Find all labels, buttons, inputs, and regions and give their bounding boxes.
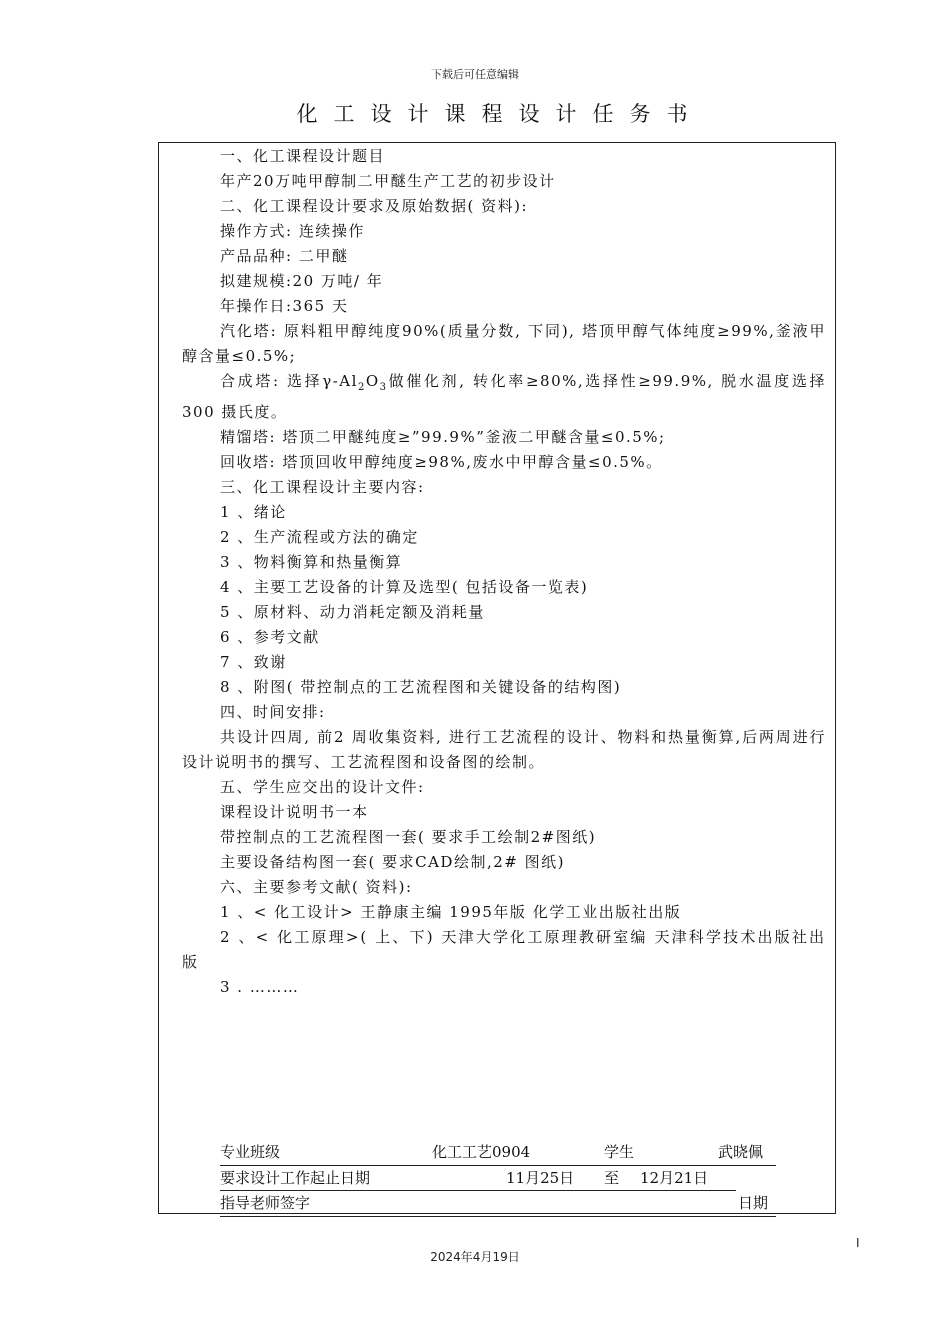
schedule-text: 共设计四周, 前2 周收集资料, 进行工艺流程的设计、物料和热量衡算,后两周进行设计说明书的撰写、工艺流程图和设备图的绘制。 <box>182 728 826 771</box>
oxygen-symbol: O <box>365 372 380 390</box>
section-4-heading: 四、时间安排: <box>220 703 326 721</box>
major-value: 化工工艺0904 <box>432 1143 531 1161</box>
section-1-heading: 一、化工课程设计题目 <box>220 147 386 165</box>
section-5-heading: 五、学生应交出的设计文件: <box>220 778 425 796</box>
synthesis-spec <box>182 369 826 425</box>
teacher-row <box>220 1191 776 1217</box>
reference-3: 3 . ……… <box>220 978 300 996</box>
content-item-2: 2 、生产流程或方法的确定 <box>220 528 419 546</box>
synthesis-prefix: 合成塔: 选择γ-Al <box>220 372 358 390</box>
document-title: 化工设计课程设计任务书 <box>296 102 704 126</box>
footer-date: 2024年4月19日 <box>430 1250 520 1264</box>
product-type: 产品品种: 二甲醚 <box>220 247 349 265</box>
content-item-1: 1 、绪论 <box>220 503 287 521</box>
planned-scale: 拟建规模:20 万吨/ 年 <box>220 272 384 290</box>
operation-mode: 操作方式: 连续操作 <box>220 222 365 240</box>
major-row <box>220 1140 776 1166</box>
deliverable-2: 带控制点的工艺流程图一套( 要求手工绘制2#图纸) <box>220 828 597 846</box>
content-item-5: 5 、原材料、动力消耗定额及消耗量 <box>220 603 485 621</box>
subscript-2: 2 <box>357 382 366 393</box>
recovery-spec: 回收塔: 塔顶回收甲醇纯度≥98%,废水中甲醇含量≤0.5%。 <box>220 453 663 471</box>
page-mark: I <box>856 1236 860 1250</box>
signature-block <box>220 1140 776 1217</box>
synthesis-rest: 做催化剂, 转化率≥80%,选择性≥99.9%, 脱水温度选择300 摄氏度。 <box>182 372 826 421</box>
date-separator: 至 <box>604 1169 620 1187</box>
content-item-6: 6 、参考文献 <box>220 628 320 646</box>
content-item-3: 3 、物料衡算和热量衡算 <box>220 553 403 571</box>
reference-2: 2 、< 化工原理>( 上、下) 天津大学化工原理教研室编 天津科学技术出版社出版 <box>182 928 826 971</box>
student-label: 学生 <box>604 1143 635 1161</box>
annual-days: 年操作日:365 天 <box>220 297 349 315</box>
task-content <box>182 144 826 1000</box>
deliverable-1: 课程设计说明书一本 <box>220 803 369 821</box>
reference-1: 1 、< 化工设计> 王静康主编 1995年版 化学工业出版社出版 <box>220 903 682 921</box>
period-label: 要求设计工作起止日期 <box>220 1169 371 1187</box>
subscript-3: 3 <box>379 382 388 393</box>
rectifier-spec: 精馏塔: 塔顶二甲醚纯度≥”99.9%”釜液二甲醚含量≤0.5%; <box>220 428 666 446</box>
section-2-heading: 二、化工课程设计要求及原始数据( 资料): <box>220 197 529 215</box>
content-item-4: 4 、主要工艺设备的计算及选型( 包括设备一览表) <box>220 578 589 596</box>
date-label: 日期 <box>738 1194 769 1212</box>
vaporizer-spec: 汽化塔: 原料粗甲醇纯度90%(质量分数, 下同), 塔顶甲醇气体纯度≥99%,釜液甲醇含量≤0.5%; <box>182 322 826 365</box>
design-topic: 年产20万吨甲醇制二甲醚生产工艺的初步设计 <box>220 172 556 190</box>
student-value: 武晓佩 <box>718 1143 764 1161</box>
content-item-7: 7 、致谢 <box>220 653 287 671</box>
period-row <box>220 1166 776 1191</box>
end-date: 12月21日 <box>640 1169 709 1187</box>
section-3-heading: 三、化工课程设计主要内容: <box>220 478 425 496</box>
teacher-label: 指导老师签字 <box>220 1194 311 1212</box>
header-note: 下载后可任意编辑 <box>431 68 519 81</box>
start-date: 11月25日 <box>506 1169 575 1187</box>
deliverable-3: 主要设备结构图一套( 要求CAD绘制,2# 图纸) <box>220 853 565 871</box>
section-6-heading: 六、主要参考文献( 资料): <box>220 878 413 896</box>
content-item-8: 8 、附图( 带控制点的工艺流程图和关键设备的结构图) <box>220 678 622 696</box>
major-label: 专业班级 <box>220 1143 281 1161</box>
